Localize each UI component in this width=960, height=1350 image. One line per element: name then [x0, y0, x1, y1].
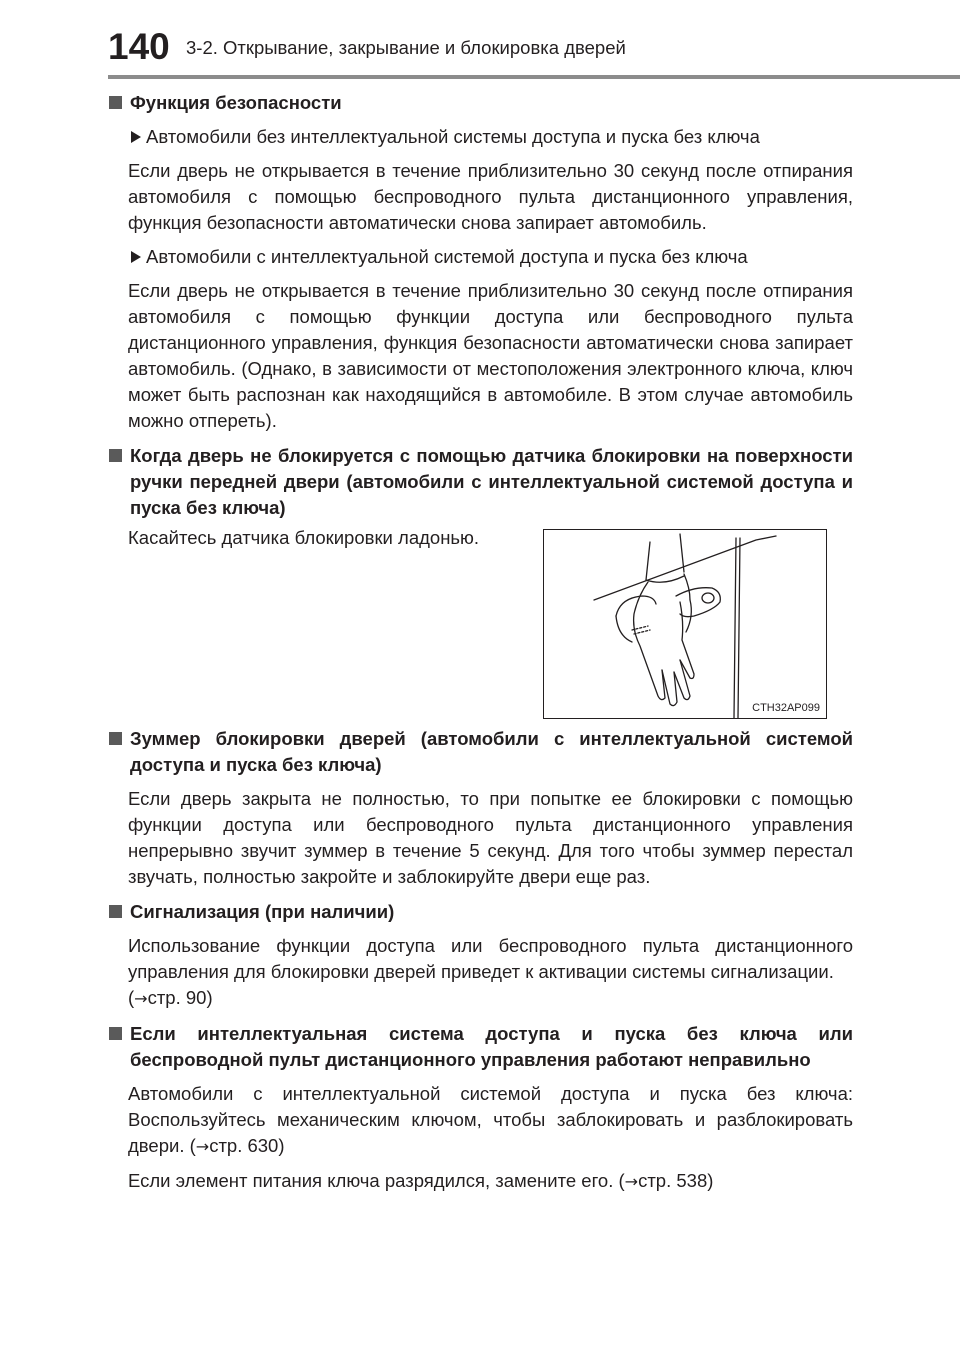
arrow-icon: → — [195, 1137, 210, 1156]
triangle-bullet-icon — [131, 251, 141, 263]
section-heading-alarm: Сигнализация (при наличии) — [108, 899, 853, 925]
subheading-without-smart-key: Автомобили без интеллектуальной системы доступа и пуска без ключа — [108, 124, 853, 150]
hand-on-door-handle-illustration — [543, 529, 827, 719]
square-bullet-icon — [109, 96, 122, 109]
subheading-with-smart-key: Автомобили с интеллектуальной системой доступа и пуска без ключа — [108, 244, 853, 270]
paragraph-alarm: Использование функции доступа или беспроводного пульта дистанционного управления для блокировки дверей приведет к активации системы сигнализации. (→стр. 90) — [128, 935, 853, 1008]
paragraph-buzzer: Если дверь закрыта не полностью, то при попытке ее блокировки с помощью функции доступа или беспроводного пульта дистанционного управления непрерывно звучит зуммер в течение 5 секунд. Для того чтобы зуммер перестал звучать, полностью закройте и заблокируйте двери еще раз. — [128, 788, 853, 887]
section-heading-buzzer: Зуммер блокировки дверей (автомобили с интеллектуальной системой доступа и пуска без ключа) — [108, 726, 853, 778]
page-reference: стр. 90) — [147, 987, 213, 1008]
figure-code: CTH32AP099 — [752, 702, 820, 714]
figure-row — [108, 521, 853, 726]
square-bullet-icon — [109, 905, 122, 918]
square-bullet-icon — [109, 1027, 122, 1040]
section-heading-malfunction: Если интеллектуальная система доступа и пуска без ключа или беспроводной пульт дистанционного управления работают неправильно — [108, 1021, 853, 1073]
page-header — [0, 0, 960, 80]
page-reference: стр. 538) — [638, 1170, 714, 1191]
section-heading-lock-sensor: Когда дверь не блокируется с помощью датчика блокировки на поверхности ручки передней двери (автомобили с интеллектуальной системой доступа и пуска без ключа) — [108, 443, 853, 521]
page-reference: стр. 630) — [209, 1135, 285, 1156]
illustration-drawing — [544, 530, 826, 718]
paragraph-malfunction-1: Автомобили с интеллектуальной системой доступа и пуска без ключа: Воспользуйтесь механическим ключом, чтобы заблокировать и разблокировать двери. (→стр. 630) — [128, 1083, 853, 1156]
arrow-icon: → — [134, 989, 148, 1008]
square-bullet-icon — [109, 449, 122, 462]
header-divider — [108, 75, 960, 79]
square-bullet-icon — [109, 732, 122, 745]
page-number: 140 — [108, 26, 170, 67]
paragraph-safety-2: Если дверь не открывается в течение приблизительно 30 секунд после отпирания автомобиля с помощью функции доступа или беспроводного пульта дистанционного управления, функция безопасности автоматически снова запирает автомобиль. (Однако, в зависимости от местоположения электронного ключа, ключ может быть распознан как находящийся в автомобиле. В этом случае автомобиль можно отпереть). — [128, 280, 853, 431]
arrow-icon: → — [624, 1172, 639, 1191]
chapter-title: 3-2. Открывание, закрывание и блокировка дверей — [186, 37, 626, 58]
paragraph-lock-sensor: Касайтесь датчика блокировки ладонью. — [128, 527, 480, 548]
triangle-bullet-icon — [131, 131, 141, 143]
paragraph-malfunction-2: Если элемент питания ключа разрядился, замените его. (→стр. 538) — [128, 1170, 714, 1191]
paragraph-safety-1: Если дверь не открывается в течение приблизительно 30 секунд после отпирания автомобиля с помощью беспроводного пульта дистанционного управления, функция безопасности автоматически снова запирает автомобиль. — [128, 160, 853, 233]
page-content — [108, 90, 853, 1195]
section-heading-safety: Функция безопасности — [108, 90, 853, 116]
